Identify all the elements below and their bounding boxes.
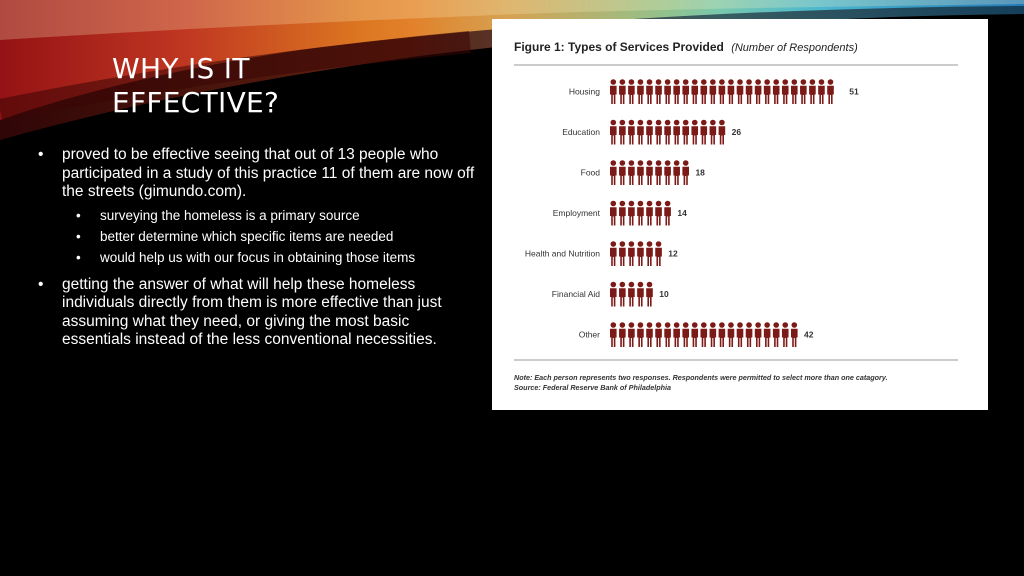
chart-row bbox=[579, 322, 814, 347]
category-label: Employment bbox=[552, 208, 600, 218]
person-icon bbox=[800, 79, 807, 104]
person-icon bbox=[673, 120, 680, 145]
person-icon bbox=[791, 322, 798, 347]
person-icon bbox=[682, 322, 689, 347]
person-icon bbox=[610, 79, 617, 104]
person-icon bbox=[755, 322, 762, 347]
value-label: 18 bbox=[695, 167, 705, 178]
person-icon bbox=[682, 160, 689, 185]
person-icon bbox=[628, 322, 635, 347]
person-icon bbox=[619, 322, 626, 347]
person-icon bbox=[655, 322, 662, 347]
person-icon bbox=[610, 241, 617, 266]
person-icon bbox=[664, 201, 671, 226]
value-label: 12 bbox=[668, 248, 678, 259]
sub-bullet-text-1: surveying the homeless is a primary source bbox=[100, 207, 360, 223]
category-label: Health and Nutrition bbox=[524, 248, 600, 259]
person-icon bbox=[719, 322, 726, 347]
category-label: Financial Aid bbox=[551, 289, 600, 299]
bullet-item-1 bbox=[38, 146, 478, 266]
person-icon bbox=[628, 79, 635, 104]
person-icon bbox=[827, 79, 834, 104]
chart-figure bbox=[492, 19, 988, 410]
person-icon bbox=[646, 322, 653, 347]
chart-row bbox=[569, 79, 859, 104]
person-icon bbox=[619, 282, 626, 307]
person-icon bbox=[691, 120, 698, 145]
person-icon bbox=[646, 201, 653, 226]
chart-subtitle: (Number of Respondents) bbox=[731, 42, 858, 54]
category-label: Food bbox=[580, 167, 600, 178]
chart-row bbox=[525, 241, 678, 266]
bullet-list bbox=[38, 146, 478, 360]
person-icon bbox=[628, 282, 635, 307]
category-label: Other bbox=[578, 329, 600, 340]
person-icon bbox=[637, 241, 644, 266]
slide-title bbox=[112, 52, 432, 120]
bullet-text-1: proved to be effective seeing that out of 13 people who participated in a study of this practice 11 of them are now off the streets (gimundo.com). bbox=[62, 146, 475, 200]
person-icon bbox=[673, 160, 680, 185]
person-icon bbox=[737, 322, 744, 347]
person-icon bbox=[646, 120, 653, 145]
person-icon bbox=[628, 160, 635, 185]
person-icon bbox=[746, 322, 753, 347]
bullet-dot-icon: • bbox=[38, 146, 44, 163]
person-icon bbox=[664, 322, 671, 347]
person-icon bbox=[619, 241, 626, 266]
person-icon bbox=[710, 322, 717, 347]
person-icon bbox=[637, 79, 644, 104]
person-icon bbox=[764, 79, 771, 104]
person-icon bbox=[655, 201, 662, 226]
person-icon bbox=[719, 79, 726, 104]
person-icon bbox=[691, 322, 698, 347]
person-icon bbox=[628, 241, 635, 266]
person-icon bbox=[610, 160, 617, 185]
person-icon bbox=[637, 201, 644, 226]
person-icon bbox=[755, 79, 762, 104]
bullet-dot-icon: • bbox=[76, 228, 81, 244]
category-label: Housing bbox=[568, 86, 600, 97]
pictograph-chart bbox=[492, 19, 988, 410]
person-icon bbox=[619, 120, 626, 145]
svg-text:Figure 1: Types of Services Pr bbox=[514, 40, 858, 54]
person-icon bbox=[691, 79, 698, 104]
sub-bullet-list bbox=[62, 208, 478, 266]
person-icon bbox=[737, 79, 744, 104]
person-icon bbox=[610, 120, 617, 145]
chart-note: Note: Each person represents two responses. Respondents were permitted to select more than one catagory. bbox=[514, 373, 888, 382]
person-icon bbox=[637, 282, 644, 307]
chart-title: Figure 1: Types of Services Provided bbox=[514, 40, 724, 54]
bullet-item-2 bbox=[38, 276, 478, 350]
person-icon bbox=[746, 79, 753, 104]
person-icon bbox=[836, 79, 843, 104]
chart-row bbox=[581, 160, 706, 185]
person-icon bbox=[637, 120, 644, 145]
person-icon bbox=[701, 120, 708, 145]
person-icon bbox=[673, 322, 680, 347]
bullet-text-2: getting the answer of what will help these homeless individuals directly from them is more effective than just assuming what they need, or giving the most basic essentials instead of the less conventional necessities. bbox=[62, 275, 442, 348]
person-icon bbox=[628, 201, 635, 226]
person-icon bbox=[610, 282, 617, 307]
person-icon bbox=[664, 160, 671, 185]
person-icon bbox=[637, 322, 644, 347]
person-icon bbox=[619, 160, 626, 185]
person-icon bbox=[646, 241, 653, 266]
sub-bullet-text-2: better determine which specific items are needed bbox=[100, 228, 394, 244]
person-icon bbox=[782, 322, 789, 347]
person-icon bbox=[710, 79, 717, 104]
sub-bullet-item-1 bbox=[62, 208, 478, 224]
person-icon bbox=[619, 79, 626, 104]
person-icon bbox=[628, 120, 635, 145]
chart-row bbox=[562, 120, 741, 145]
person-icon bbox=[682, 79, 689, 104]
value-label: 51 bbox=[849, 86, 859, 97]
chart-source: Source: Federal Reserve Bank of Philadelphia bbox=[514, 383, 671, 392]
sub-bullet-text-3: would help us with our focus in obtaining those items bbox=[100, 249, 416, 265]
person-icon bbox=[710, 120, 717, 145]
value-label: 26 bbox=[731, 127, 742, 137]
person-icon bbox=[619, 201, 626, 226]
person-icon bbox=[655, 120, 662, 145]
bullet-dot-icon: • bbox=[76, 207, 81, 223]
person-icon bbox=[728, 79, 735, 104]
value-label: 10 bbox=[659, 289, 669, 299]
value-label: 14 bbox=[677, 208, 687, 218]
title-line-1: WHY IS IT bbox=[112, 52, 250, 85]
person-icon bbox=[610, 322, 617, 347]
person-icon bbox=[646, 282, 653, 307]
person-icon bbox=[782, 79, 789, 104]
person-icon bbox=[655, 160, 662, 185]
person-icon bbox=[719, 120, 726, 145]
person-icon bbox=[701, 79, 708, 104]
person-icon bbox=[701, 322, 708, 347]
person-icon bbox=[664, 120, 671, 145]
person-icon bbox=[809, 79, 816, 104]
person-icon bbox=[655, 241, 662, 266]
person-icon bbox=[664, 79, 671, 104]
person-icon bbox=[646, 160, 653, 185]
chart-row bbox=[552, 282, 669, 307]
category-label: Education bbox=[562, 127, 600, 137]
sub-bullet-item-2 bbox=[62, 229, 478, 245]
chart-row bbox=[553, 201, 687, 226]
person-icon bbox=[773, 322, 780, 347]
person-icon bbox=[673, 79, 680, 104]
person-icon bbox=[610, 201, 617, 226]
person-icon bbox=[637, 160, 644, 185]
title-line-2: EFFECTIVE? bbox=[112, 86, 280, 119]
value-label: 42 bbox=[804, 329, 814, 340]
person-icon bbox=[655, 79, 662, 104]
person-icon bbox=[646, 79, 653, 104]
sub-bullet-item-3 bbox=[62, 250, 478, 266]
person-icon bbox=[773, 79, 780, 104]
person-icon bbox=[764, 322, 771, 347]
chart-rows bbox=[525, 79, 859, 347]
person-icon bbox=[818, 79, 825, 104]
person-icon bbox=[791, 79, 798, 104]
person-icon bbox=[728, 322, 735, 347]
bullet-dot-icon: • bbox=[38, 275, 44, 293]
bullet-dot-icon: • bbox=[76, 249, 81, 265]
person-icon bbox=[682, 120, 689, 145]
